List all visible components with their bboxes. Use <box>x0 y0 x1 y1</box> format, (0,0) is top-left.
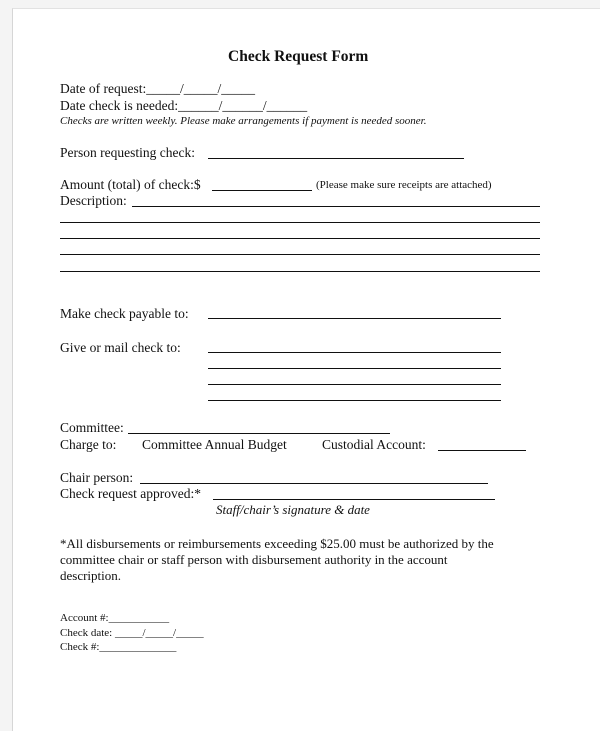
signature-caption: Staff/chair’s signature & date <box>216 502 370 517</box>
check-date-field[interactable]: Check date: _____/_____/_____ <box>60 627 204 639</box>
person-requesting-line[interactable] <box>208 158 464 159</box>
approval-signature-line[interactable] <box>213 499 495 500</box>
charge-to-label: Charge to: <box>60 437 117 452</box>
charge-option-custodial[interactable]: Custodial Account: <box>322 437 426 452</box>
mail-address-line-3[interactable] <box>208 384 501 385</box>
disbursement-note-line-3: description. <box>60 568 122 583</box>
amount-note: (Please make sure receipts are attached) <box>316 179 492 191</box>
description-line-2[interactable] <box>60 222 540 223</box>
description-line-3[interactable] <box>60 238 540 239</box>
person-requesting-label: Person requesting check: <box>60 145 195 160</box>
disbursement-note-line-1: *All disbursements or reimbursements exceeding $25.00 must be authorized by the <box>60 536 494 551</box>
payable-to-line[interactable] <box>208 318 501 319</box>
disbursement-note-line-2: committee chair or staff person with disbursement authority in the account <box>60 552 448 567</box>
form-title: Check Request Form <box>228 48 369 65</box>
chair-person-line[interactable] <box>140 483 488 484</box>
description-label: Description: <box>60 193 127 208</box>
amount-line[interactable] <box>212 190 312 191</box>
custodial-account-line[interactable] <box>438 450 526 451</box>
mail-address-line-1[interactable] <box>208 352 501 353</box>
give-or-mail-label: Give or mail check to: <box>60 340 181 355</box>
payable-to-label: Make check payable to: <box>60 306 189 321</box>
mail-address-line-4[interactable] <box>208 400 501 401</box>
date-check-needed-field[interactable]: Date check is needed:______/______/______ <box>60 98 308 113</box>
approved-label: Check request approved:* <box>60 486 201 501</box>
check-number-field[interactable]: Check #:______________ <box>60 641 177 653</box>
chair-person-label: Chair person: <box>60 470 134 485</box>
mail-address-line-2[interactable] <box>208 368 501 369</box>
weekly-note: Checks are written weekly. Please make arrangements if payment is needed sooner. <box>60 115 427 127</box>
description-line-1[interactable] <box>132 206 540 207</box>
committee-label: Committee: <box>60 420 124 435</box>
account-number-field[interactable]: Account #:___________ <box>60 612 170 624</box>
description-line-4[interactable] <box>60 254 540 255</box>
committee-line[interactable] <box>128 433 390 434</box>
description-line-5[interactable] <box>60 271 540 272</box>
date-of-request-field[interactable]: Date of request:_____/_____/_____ <box>60 81 255 96</box>
amount-label: Amount (total) of check:$ <box>60 177 201 192</box>
charge-option-budget[interactable]: Committee Annual Budget <box>142 437 287 452</box>
